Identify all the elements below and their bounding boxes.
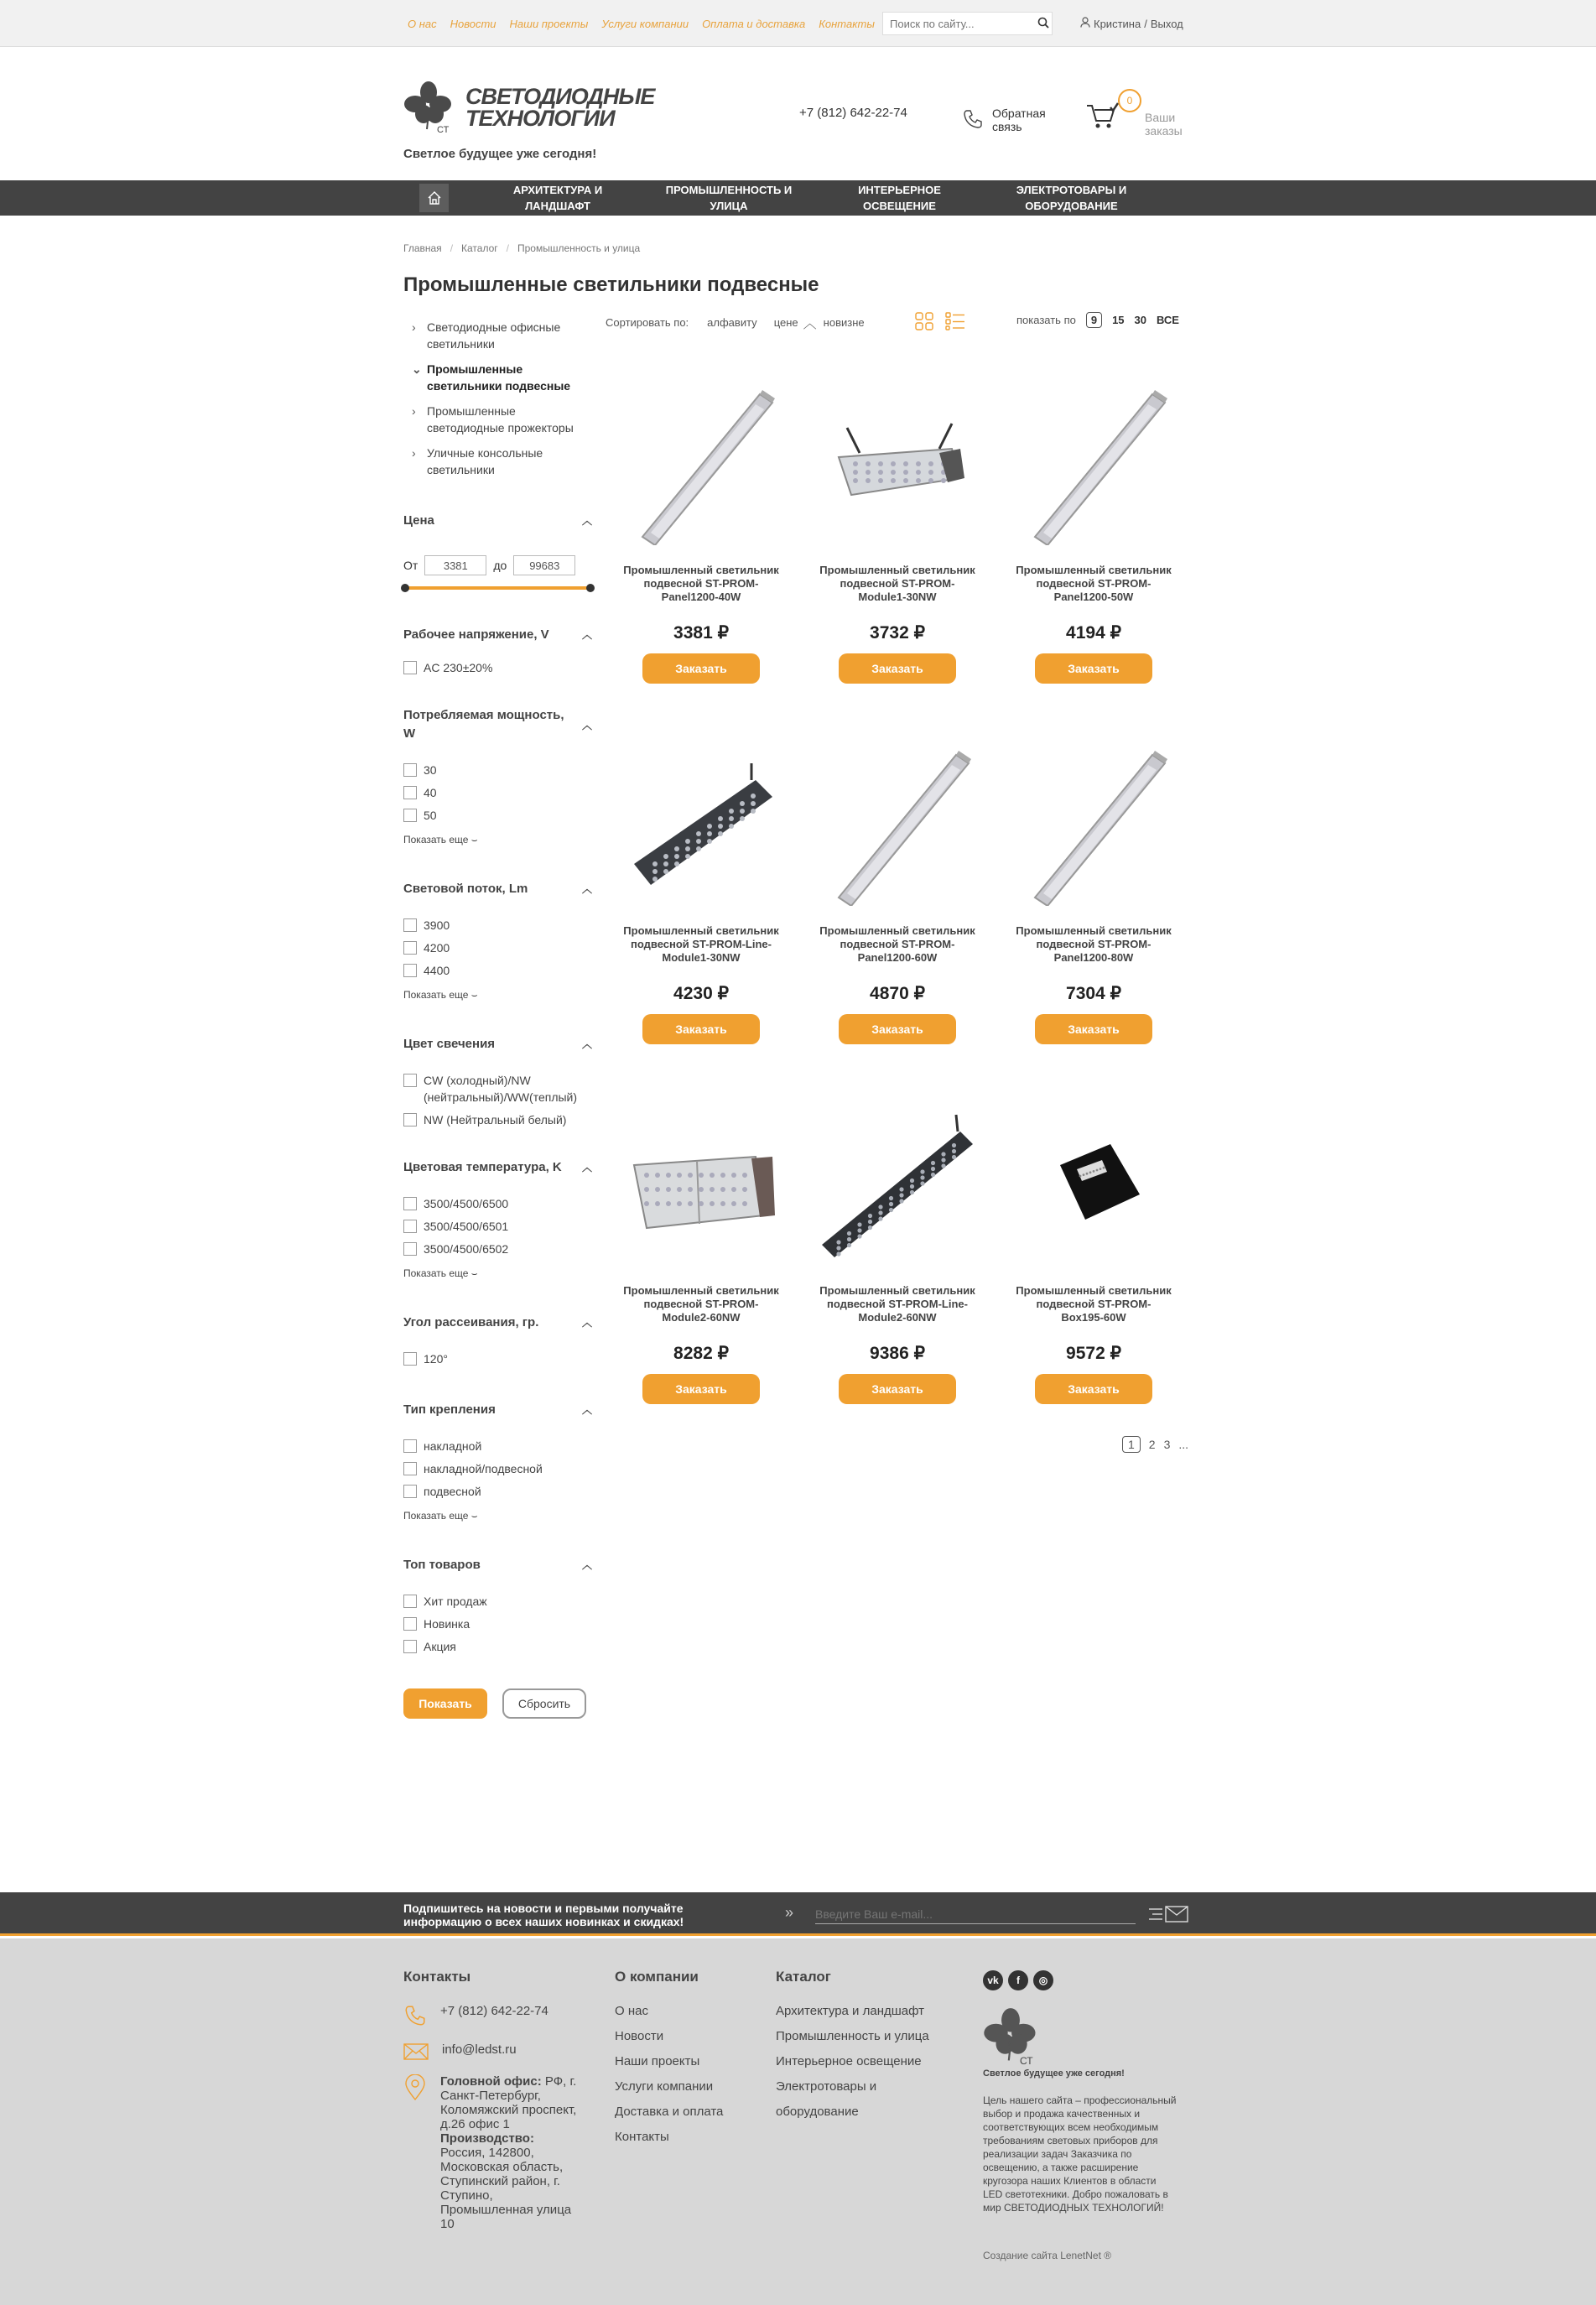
footer-link[interactable]: Интерьерное освещение [776, 2054, 922, 2068]
product-name[interactable]: Промышленный светильник подвесной ST-PROM- Panel1200-60W [819, 924, 975, 964]
per-page-15[interactable]: 15 [1112, 314, 1125, 326]
product-image[interactable] [801, 730, 994, 914]
footer-link[interactable]: Промышленность и улица [776, 2029, 929, 2043]
product-name[interactable]: Промышленный светильник подвесной ST-PROM- Box195-60W [1016, 1284, 1172, 1324]
footer-address: Головной офис: РФ, г. Санкт-Петербург, Коломяжский проспект, д.26 офис 1 Производство: Россия, 142800, Московская область, Ступинский район, г. Ступино, Промышленная улица 10 [403, 2074, 588, 2231]
search-input[interactable] [890, 18, 1037, 30]
product-price: 3381 ₽ [673, 623, 729, 643]
home-button[interactable] [419, 184, 449, 212]
checkbox [403, 1617, 417, 1631]
topnav-services[interactable]: Услуги компании [601, 18, 689, 30]
checkbox [403, 661, 417, 674]
filter-top-title[interactable]: Топ товаров ︿ [403, 1556, 592, 1574]
price-from-input[interactable] [424, 555, 486, 575]
product-card[interactable] [605, 1090, 798, 1404]
filter-show-button[interactable]: Показать [403, 1688, 487, 1719]
cart-label[interactable] [1145, 111, 1183, 138]
footer-about-text: Цель нашего сайта – профессиональный выбор и продажа качественных и соответствующих всем необходимым требованиям световых приборов для реализации задач Заказчика по освещению, а также расширение кругозора наших Клиентов в области LED светотехники. Добро пожаловать в мир СВЕТОДИОДНЫХ ТЕХНОЛОГИЙ! [983, 2094, 1177, 2214]
product-image[interactable] [801, 369, 994, 554]
order-button[interactable]: Заказать [1035, 1374, 1152, 1404]
checkbox [403, 1113, 417, 1126]
filter-temperature-title[interactable]: Цветовая температура, K ︿ [403, 1158, 592, 1177]
product-name[interactable]: Промышленный светильник подвесной ST-PROM- Panel1200-40W [623, 564, 779, 603]
per-page-label: показать по [1016, 314, 1076, 326]
chevron-up-icon: ︿ [581, 515, 592, 527]
crumb-catalog[interactable]: Каталог [461, 242, 498, 254]
filter-option[interactable]: CW (холодный)/NW (нейтральный)/WW(теплый) [403, 1072, 592, 1106]
per-page-30[interactable]: 30 [1134, 314, 1147, 326]
product-name[interactable]: Промышленный светильник подвесной ST-PROM-Line- Module1-30NW [623, 924, 779, 964]
order-button[interactable]: Заказать [1035, 653, 1152, 684]
filter-option[interactable]: Новинка [403, 1616, 592, 1632]
footer-about [983, 1970, 1184, 2261]
product-card[interactable] [997, 1090, 1190, 1404]
checkbox [403, 1074, 417, 1087]
chevron-right-icon: › [412, 404, 416, 418]
product-price: 9572 ₽ [1066, 1344, 1121, 1363]
chevron-down-icon: ⌄ [412, 362, 422, 376]
header-slogan: Светлое будущее уже сегодня! [403, 147, 597, 161]
product-image[interactable] [801, 1090, 994, 1274]
footer-link[interactable]: Контакты [615, 2130, 669, 2144]
checkbox [403, 1462, 417, 1475]
crumb-industry[interactable]: Промышленность и улица [517, 242, 641, 254]
nav-interior[interactable]: ИНТЕРЬЕРНОЕ ОСВЕЩЕНИЕ [858, 184, 941, 212]
filter-option[interactable]: Акция [403, 1638, 592, 1655]
product-card[interactable] [605, 730, 798, 1044]
page-link[interactable]: 2 [1148, 1438, 1156, 1451]
home-icon [426, 190, 443, 206]
top-nav [408, 18, 875, 30]
filter-option[interactable]: 3900 [403, 917, 592, 934]
filter-angle-title[interactable]: Угол рассеивания, гр. ︿ [403, 1314, 592, 1332]
vk-icon[interactable]: vk [983, 1970, 1003, 1990]
filter-flux-title[interactable]: Световой поток, Lm ︿ [403, 880, 592, 898]
page-title: Промышленные светильники подвесные [403, 273, 819, 296]
subscribe-email-input[interactable] [815, 1904, 1136, 1924]
instagram-icon[interactable]: ◎ [1033, 1970, 1053, 1990]
product-name[interactable]: Промышленный светильник подвесной ST-PROM- Module1-30NW [819, 564, 975, 603]
sort-asc-icon[interactable]: ︿ [803, 316, 817, 331]
filter-option[interactable]: AC 230±20% [403, 659, 592, 676]
checkbox [403, 964, 417, 977]
cart-label-line-2: заказы [1145, 124, 1183, 138]
footer-credit[interactable]: Создание сайта LenetNet ® [983, 2250, 1112, 2261]
product-price: 3732 ₽ [870, 623, 925, 643]
product-card[interactable] [997, 369, 1190, 684]
clover-logo-icon [403, 81, 454, 134]
page-ellipsis: ... [1178, 1438, 1189, 1451]
footer-company [615, 1969, 723, 2150]
chevron-up-icon: ︿ [581, 629, 592, 641]
nav-electro[interactable]: ЭЛЕКТРОТОВАРЫ И ОБОРУДОВАНИЕ [1016, 184, 1127, 212]
filter-option[interactable]: накладной/подвесной [403, 1460, 592, 1477]
facebook-icon[interactable]: f [1008, 1970, 1028, 1990]
user-icon [1080, 17, 1090, 30]
chevron-up-icon: ︿ [581, 1559, 592, 1571]
footer-contacts [403, 1969, 588, 2231]
subscribe-text: Подпишитесь на новости и первыми получайте информацию о всех наших новинках и скидках! [403, 1902, 684, 1928]
price-from-label: От [403, 559, 418, 572]
footer-link[interactable]: Доставка и оплата [615, 2105, 724, 2119]
checkbox [403, 763, 417, 777]
footer-link[interactable]: Архитектура и ландшафт [776, 2004, 924, 2018]
list-view-icon[interactable] [945, 312, 965, 333]
product-image[interactable] [997, 730, 1190, 914]
footer-link[interactable]: Услуги компании [615, 2079, 714, 2094]
per-page-9[interactable]: 9 [1086, 312, 1102, 328]
topnav-contacts[interactable]: Контакты [819, 18, 875, 30]
price-slider[interactable] [403, 582, 592, 594]
checkbox [403, 918, 417, 932]
chevron-up-icon: ︿ [581, 1317, 592, 1329]
chevron-right-icon: › [412, 320, 416, 334]
product-image[interactable] [997, 369, 1190, 554]
filter-option[interactable]: 3500/4500/6501 [403, 1218, 592, 1235]
nav-industry[interactable]: ПРОМЫШЛЕННОСТЬ И УЛИЦА [665, 184, 793, 212]
checkbox [403, 1220, 417, 1233]
product-image[interactable] [997, 1090, 1190, 1274]
sort-alpha[interactable]: алфавиту [707, 315, 757, 329]
svg-text:СТ: СТ [1019, 2054, 1033, 2066]
category-street[interactable]: › Уличные консольные светильники [412, 446, 543, 476]
order-button[interactable]: Заказать [642, 653, 760, 684]
cart-label-line-1: Ваши [1145, 111, 1176, 124]
site-logo[interactable] [403, 81, 654, 134]
topnav-news[interactable]: Новости [450, 18, 496, 30]
footer-link[interactable]: Наши проекты [615, 2054, 700, 2068]
order-button[interactable]: Заказать [642, 1014, 760, 1044]
filter-color-title[interactable]: Цвет свечения ︿ [403, 1035, 592, 1054]
order-button[interactable]: Заказать [839, 1014, 956, 1044]
show-more-link[interactable]: Показать еще ⌣ [403, 1267, 478, 1279]
filter-option[interactable]: NW (Нейтральный белый) [403, 1111, 592, 1128]
checkbox [403, 1439, 417, 1453]
category-office[interactable]: › Светодиодные офисные светильники [412, 320, 561, 351]
filter-option[interactable]: 3500/4500/6500 [403, 1195, 592, 1212]
pagination [1122, 1436, 1188, 1453]
filter-option[interactable]: 50 [403, 807, 592, 824]
user-name-link[interactable]: Кристина [1094, 17, 1141, 30]
filter-option[interactable]: 40 [403, 784, 592, 801]
filter-option[interactable]: 3500/4500/6502 [403, 1241, 592, 1257]
order-button[interactable]: Заказать [642, 1374, 760, 1404]
product-name[interactable]: Промышленный светильник подвесной ST-PROM- Panel1200-50W [1016, 564, 1172, 603]
location-pin-icon [403, 2074, 427, 2101]
footer-email[interactable]: info@ledst.ru [403, 2042, 588, 2061]
checkbox [403, 809, 417, 822]
show-more-link[interactable]: Показать еще ⌣ [403, 989, 478, 1001]
checkbox [403, 786, 417, 799]
show-more-link[interactable]: Показать еще ⌣ [403, 834, 478, 846]
filter-mount-title[interactable]: Тип крепления ︿ [403, 1401, 592, 1419]
footer-catalog-title: Каталог [776, 1969, 831, 1985]
product-card[interactable] [605, 369, 798, 684]
product-image[interactable] [605, 369, 798, 554]
sort-price[interactable]: цене [773, 315, 798, 329]
sort-label: Сортировать по: [606, 315, 689, 329]
page-current[interactable]: 1 [1122, 1436, 1141, 1453]
phone-icon [962, 108, 984, 133]
footer-phone[interactable]: +7 (812) 642-22-74 [403, 2004, 588, 2027]
page-link[interactable]: 3 [1163, 1438, 1171, 1451]
product-price: 4194 ₽ [1066, 623, 1121, 643]
footer-link[interactable]: Электротовары и [776, 2079, 877, 2094]
filter-voltage-title[interactable]: Рабочее напряжение, V ︿ [403, 626, 592, 644]
footer [0, 1938, 1596, 2305]
callback-link[interactable] [962, 107, 1046, 133]
product-price: 9386 ₽ [870, 1344, 925, 1363]
nav-architecture[interactable]: АРХИТЕКТУРА И ЛАНДШАФТ [512, 184, 603, 212]
user-separator: / [1144, 17, 1147, 30]
sort-new[interactable]: новизне [823, 315, 865, 329]
filter-power-title[interactable]: Потребляемая мощность, W ︿ [403, 708, 592, 741]
breadcrumb: Главная / Каталог / Промышленность и улица [403, 242, 641, 254]
product-name[interactable]: Промышленный светильник подвесной ST-PROM- Panel1200-80W [1016, 924, 1172, 964]
product-price: 4230 ₽ [673, 984, 729, 1003]
logo-text [465, 86, 654, 129]
category-floodlights[interactable]: › Промышленные светодиодные прожекторы [412, 404, 574, 434]
order-button[interactable]: Заказать [839, 1374, 956, 1404]
footer-link[interactable]: Новости [615, 2029, 664, 2043]
checkbox [403, 1595, 417, 1608]
price-slider-handle-min[interactable] [401, 584, 409, 592]
user-menu [1080, 17, 1183, 30]
double-chevron-icon: » [785, 1904, 794, 1921]
filter-option[interactable]: подвесной [403, 1483, 592, 1500]
show-more-link[interactable]: Показать еще ⌣ [403, 1510, 478, 1522]
price-to-input[interactable] [513, 555, 575, 575]
footer-slogan: Светлое будущее уже сегодня! [983, 2068, 1125, 2079]
order-button[interactable]: Заказать [1035, 1014, 1152, 1044]
per-page [1016, 312, 1179, 328]
topnav-about[interactable]: О нас [408, 18, 437, 30]
callback-line-1: Обратная [992, 107, 1046, 120]
topnav-projects[interactable]: Наши проекты [509, 18, 589, 30]
chevron-up-icon: ︿ [581, 1038, 592, 1050]
checkbox [403, 941, 417, 955]
chevron-up-icon: ︿ [581, 720, 592, 731]
header-phone[interactable]: +7 (812) 642-22-74 [799, 106, 907, 120]
topnav-delivery[interactable]: Оплата и доставка [702, 18, 806, 30]
price-range [403, 555, 592, 575]
product-name[interactable]: Промышленный светильник подвесной ST-PROM- Module2-60NW [623, 1284, 779, 1324]
subscribe-bar [0, 1892, 1596, 1936]
checkbox [403, 1197, 417, 1210]
filter-option[interactable]: накладной [403, 1438, 592, 1454]
cart-icon [1085, 101, 1119, 133]
footer-link[interactable]: оборудование [776, 2105, 859, 2119]
category-pendant[interactable]: ⌄ Промышленные светильники подвесные [412, 362, 571, 393]
chevron-right-icon: › [412, 446, 416, 460]
search-box [882, 12, 1053, 35]
filter-option[interactable]: 120° [403, 1350, 592, 1367]
logo-line-2: ТЕХНОЛОГИИ [465, 106, 615, 131]
filter-price-title[interactable]: Цена ︿ [403, 512, 592, 530]
chevron-up-icon: ︿ [581, 1162, 592, 1173]
callback-line-2: связь [992, 120, 1022, 133]
search-icon[interactable] [1037, 17, 1049, 31]
main-nav [0, 180, 1596, 216]
per-page-all[interactable]: ВСЕ [1157, 314, 1179, 326]
footer-company-title: О компании [615, 1969, 699, 1985]
product-card[interactable] [801, 369, 994, 684]
price-slider-handle-max[interactable] [586, 584, 595, 592]
filter-sidebar [403, 319, 592, 1719]
product-image[interactable] [605, 1090, 798, 1274]
mail-icon [403, 2042, 429, 2061]
checkbox [403, 1242, 417, 1256]
clover-logo-icon [983, 2007, 1038, 2066]
phone-icon [403, 2004, 427, 2027]
filter-reset-button[interactable]: Сбросить [502, 1688, 586, 1719]
footer-contacts-title: Контакты [403, 1969, 471, 1985]
product-price: 8282 ₽ [673, 1344, 729, 1363]
crumb-home[interactable]: Главная [403, 242, 442, 254]
checkbox [403, 1352, 417, 1366]
filter-option[interactable]: 4200 [403, 939, 592, 956]
filter-option[interactable]: Хит продаж [403, 1593, 592, 1610]
grid-view-icon[interactable] [915, 312, 933, 333]
chevron-up-icon: ︿ [581, 883, 592, 895]
logout-link[interactable]: Выход [1150, 17, 1183, 30]
send-mail-icon[interactable] [1147, 1904, 1191, 1927]
product-card[interactable] [997, 730, 1190, 1044]
checkbox [403, 1485, 417, 1498]
price-to-label: до [493, 559, 507, 572]
footer-catalog [776, 1969, 929, 2125]
product-price: 4870 ₽ [870, 984, 925, 1003]
checkbox [403, 1640, 417, 1653]
chevron-up-icon: ︿ [581, 1404, 592, 1416]
product-name[interactable]: Промышленный светильник подвесной ST-PROM-Line- Module2-60NW [819, 1284, 975, 1324]
cart-count-badge: 0 [1118, 89, 1141, 112]
cart-button[interactable] [1085, 101, 1119, 133]
product-price: 7304 ₽ [1066, 984, 1121, 1003]
filter-option[interactable]: 4400 [403, 962, 592, 979]
product-card[interactable] [801, 1090, 994, 1404]
filter-option[interactable]: 30 [403, 762, 592, 778]
footer-link[interactable]: О нас [615, 2004, 648, 2018]
logo-line-1: СВЕТОДИОДНЫЕ [465, 84, 655, 109]
product-card[interactable] [801, 730, 994, 1044]
product-image[interactable] [605, 730, 798, 914]
order-button[interactable]: Заказать [839, 653, 956, 684]
svg-text:СТ: СТ [437, 125, 450, 134]
